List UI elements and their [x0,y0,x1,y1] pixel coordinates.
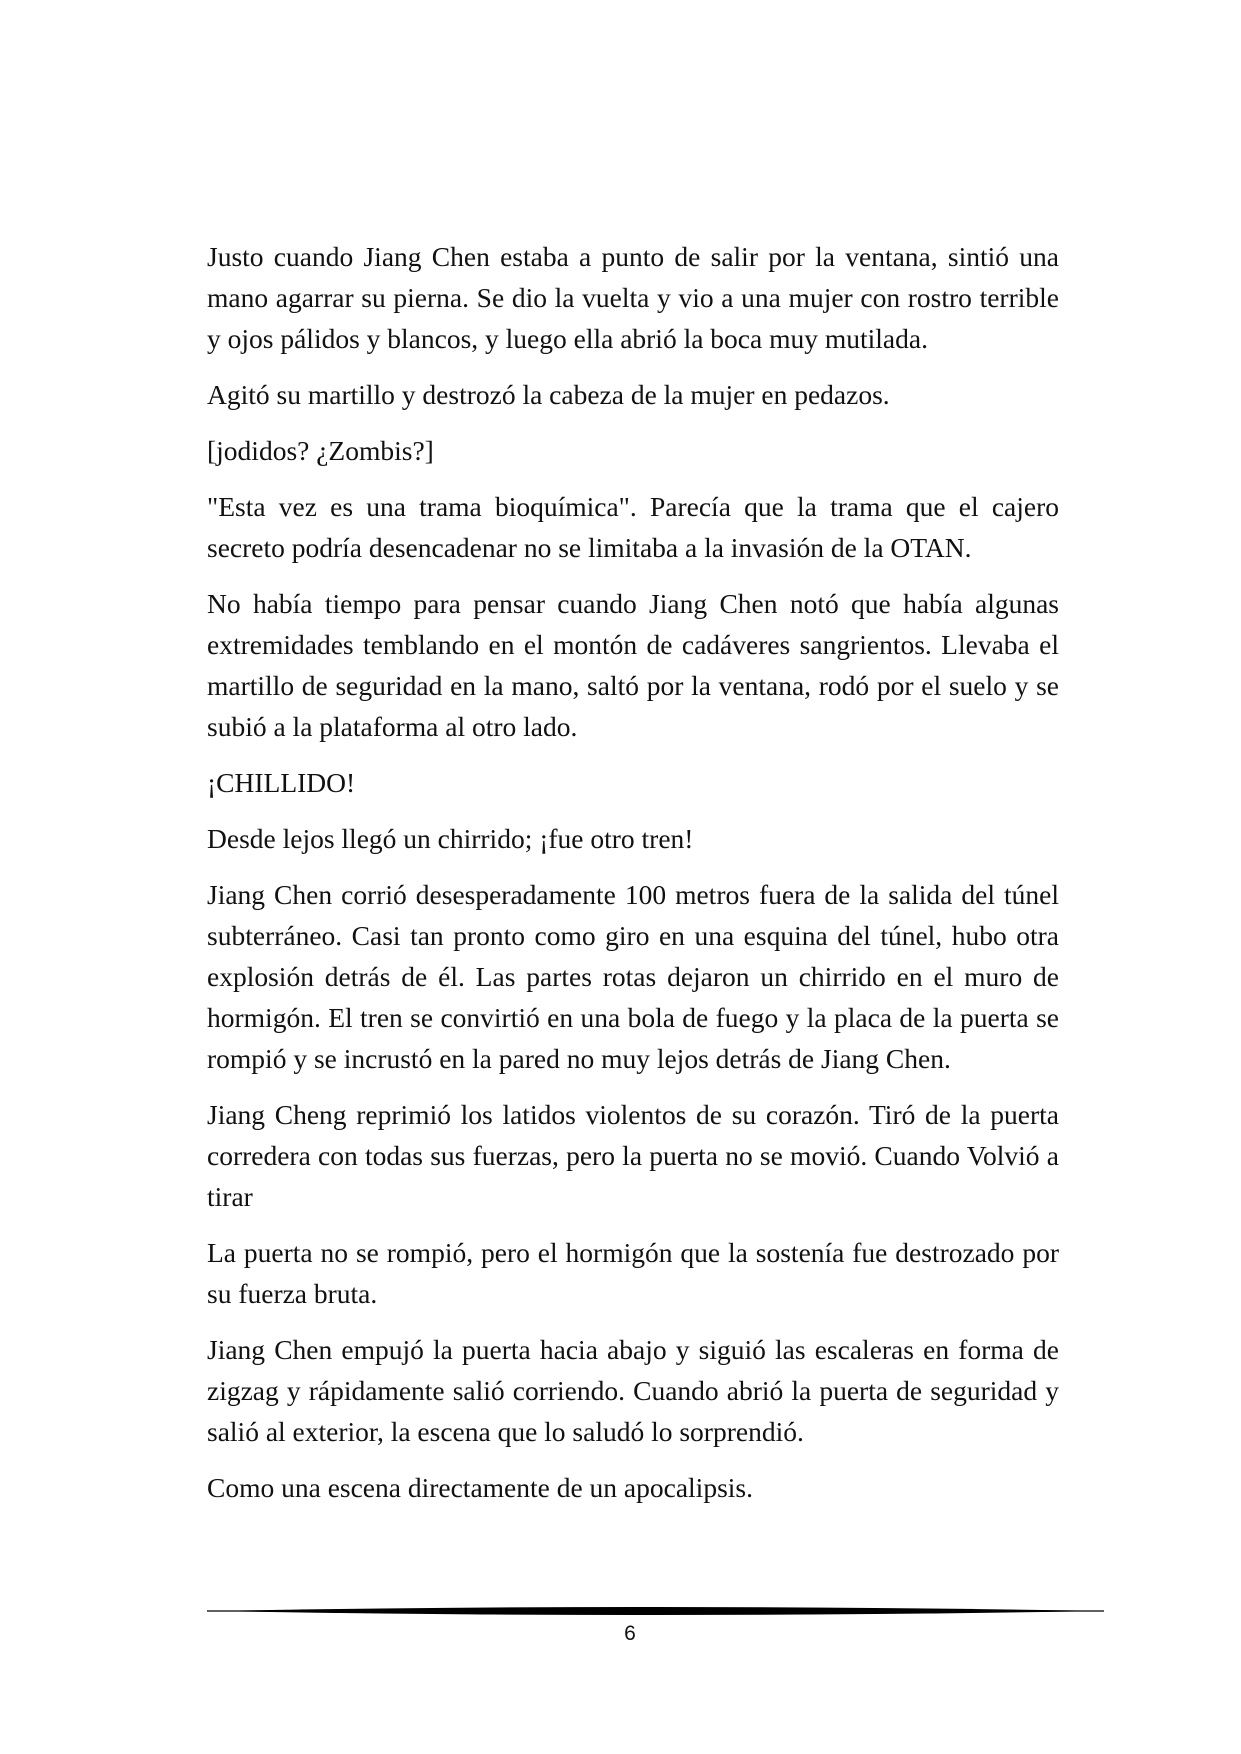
paragraph: Justo cuando Jiang Chen estaba a punto de salir por la ventana, sintió una mano agarrar su pierna. Se dio la vuelta y vio a una mujer con rostro terrible y ojos pálidos y blancos, y luego ella abrió la boca muy mutilada. [207,241,1059,354]
paragraph: Jiang Cheng reprimió los latidos violentos de su corazón. Tiró de la puerta corredera con todas sus fuerzas, pero la puerta no se movió. Cuando Volvió a tirar [207,1099,1059,1212]
footer-divider [207,1604,1104,1618]
paragraph: Jiang Chen corrió desesperadamente 100 metros fuera de la salida del túnel subterráneo. Casi tan pronto como giro en una esquina del túnel, hubo otra explosión detrás de él. Las partes rotas dejaron un chirrido en el muro de hormigón. El tren se convirtió en una bola de fuego y la placa de la puerta se rompió y se incrustó en la pared no muy lejos detrás de Jiang Chen. [207,879,1059,1074]
paragraph: Desde lejos llegó un chirrido; ¡fue otro tren! [207,823,694,854]
paragraph: No había tiempo para pensar cuando Jiang Chen notó que había algunas extremidades temblando en el montón de cadáveres sangrientos. Llevaba el martillo de seguridad en la mano, saltó por la ventana, rodó por el suelo y se subió a la plataforma al otro lado. [207,588,1059,742]
page-number: 6 [624,1622,636,1645]
paragraph: "Esta vez es una trama bioquímica". Parecía que la trama que el cajero secreto podría desencadenar no se limitaba a la invasión de la OTAN. [207,491,1059,563]
paragraph: [jodidos? ¿Zombis?] [207,435,434,466]
paragraph: La puerta no se rompió, pero el hormigón que la sostenía fue destrozado por su fuerza bruta. [207,1237,1059,1309]
body-text [207,236,1059,1523]
paragraph: Como una escena directamente de un apocalipsis. [207,1472,753,1503]
paragraph: ¡CHILLIDO! [207,767,356,798]
paragraph: Agitó su martillo y destrozó la cabeza de la mujer en pedazos. [207,379,890,410]
paragraph: Jiang Chen empujó la puerta hacia abajo y siguió las escaleras en forma de zigzag y rápidamente salió corriendo. Cuando abrió la puerta de seguridad y salió al exterior, la escena que lo saludó lo sorprendió. [207,1334,1059,1447]
